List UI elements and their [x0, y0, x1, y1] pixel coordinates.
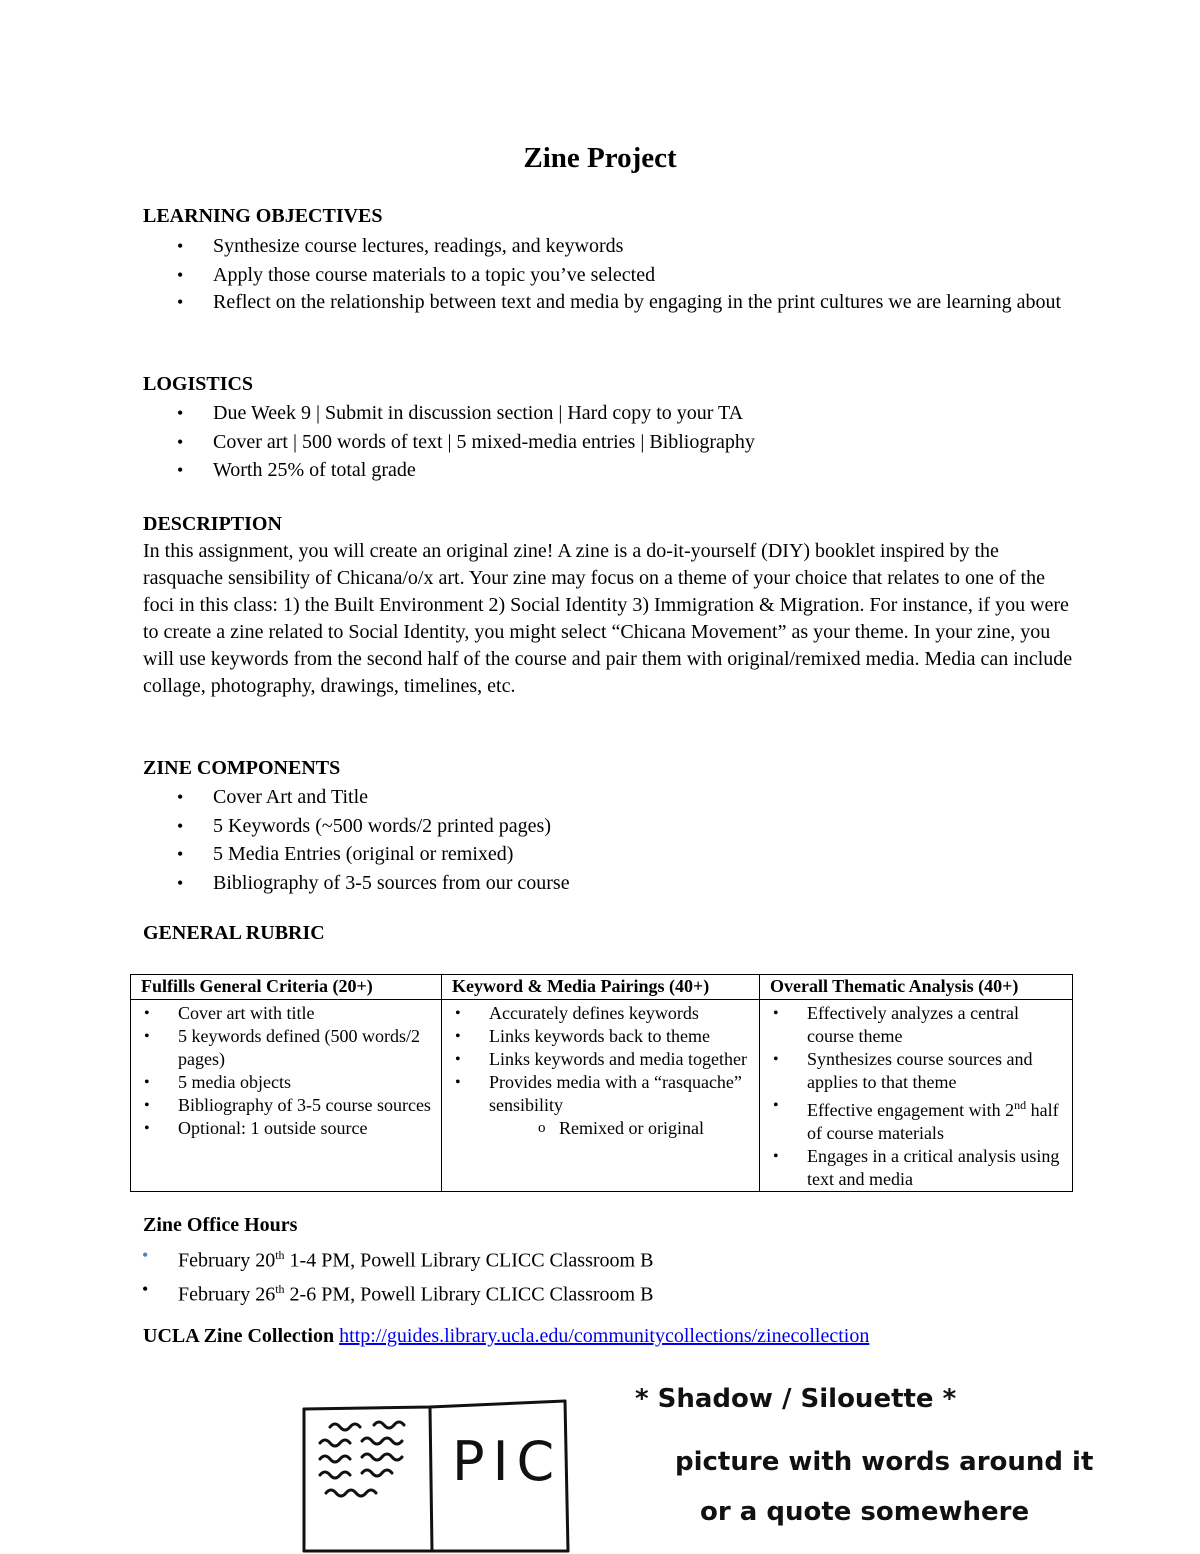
- rubric-item: • Links keywords back to theme: [442, 1025, 759, 1048]
- logistics-heading: LOGISTICS: [143, 373, 254, 395]
- description-paragraph: In this assignment, you will create an original zine! A zine is a do-it-yourself (DIY) booklet inspired by the rasquache sensibility of Chicana/o/x art. Your zine may focus on a theme of your choice that relates to one of the foci in this class: 1) the Built Environment 2) Social Identity 3) Immigration & Migration. For instance, if you were to create a zine related to Social Identity, you might select “Chicana Movement” as your theme. In your zine, you will use keywords from the second half of the course and pair them with original/remixed media. Media can include collage, photography, drawings, timelines, etc.: [143, 540, 1073, 697]
- rubric-item: • Bibliography of 3-5 course sources: [131, 1094, 441, 1117]
- office-hours-item: [108, 1241, 1008, 1275]
- scribble-text-icon: [326, 1490, 376, 1496]
- rubric-item: • Synthesizes course sources and applies to that theme: [760, 1048, 1072, 1094]
- note-line: or a quote somewhere: [700, 1497, 1030, 1527]
- list-item: • Worth 25% of total grade: [143, 456, 1073, 485]
- scribble-text-icon: [320, 1454, 402, 1462]
- rubric-item: • Cover art with title: [131, 1002, 441, 1025]
- scribble-text-icon: [330, 1422, 404, 1430]
- list-item: • Bibliography of 3-5 sources from our course: [143, 869, 1073, 898]
- ordinal-suffix: th: [275, 1248, 285, 1262]
- list-item: • 5 Media Entries (original or remixed): [143, 840, 1073, 869]
- scribble-text-icon: [320, 1470, 392, 1478]
- hand-drawn-sketch: [290, 1375, 1110, 1554]
- rubric-cell-thematic: [760, 1000, 1073, 1192]
- list-item: • Apply those course materials to a topic you’ve selected: [143, 261, 1073, 290]
- office-hours-date: February 20: [178, 1249, 276, 1272]
- sketch-frame-line: [430, 1407, 432, 1551]
- rubric-item: • 5 media objects: [131, 1071, 441, 1094]
- ordinal-suffix: th: [275, 1282, 285, 1297]
- rubric-item: • Accurately defines keywords: [442, 1002, 759, 1025]
- office-hours-details: 2-6 PM, Powell Library CLICC Classroom B: [284, 1283, 654, 1306]
- rubric-header-pairings: Keyword & Media Pairings (40+): [442, 975, 760, 1000]
- logistics-list: [143, 399, 1073, 485]
- office-hours-heading: Zine Office Hours: [143, 1214, 298, 1236]
- pic-label: PIC: [452, 1430, 563, 1493]
- list-item: • Due Week 9 | Submit in discussion section | Hard copy to your TA: [143, 399, 1073, 428]
- office-hours-list: [108, 1241, 1008, 1309]
- rubric-cell-general: [131, 1000, 442, 1192]
- components-list: [143, 783, 1073, 897]
- rubric-item: • Provides media with a “rasquache” sensibility: [442, 1071, 759, 1117]
- components-heading: ZINE COMPONENTS: [143, 757, 341, 779]
- rubric-heading: GENERAL RUBRIC: [143, 922, 325, 944]
- zine-collection-link[interactable]: http://guides.library.ucla.edu/communitycollections/zinecollection: [339, 1325, 870, 1347]
- description-heading: DESCRIPTION: [143, 513, 282, 535]
- rubric-table: [130, 974, 1073, 1192]
- sketch-frame-line: [565, 1401, 568, 1551]
- rubric-item: • Optional: 1 outside source: [131, 1117, 441, 1140]
- engagement-text: Effective engagement with 2: [807, 1100, 1015, 1120]
- rubric-item: • 5 keywords defined (500 words/2 pages): [131, 1025, 441, 1071]
- learning-objectives-list: [143, 232, 1073, 316]
- list-item: • Synthesize course lectures, readings, and keywords: [143, 232, 1073, 261]
- ordinal-suffix: nd: [1014, 1098, 1027, 1112]
- rubric-header-general: Fulfills General Criteria (20+): [131, 975, 442, 1000]
- rubric-item: [760, 1094, 1072, 1145]
- list-item: • Reflect on the relationship between text and media by engaging in the print cultures we are learning about: [143, 289, 1073, 316]
- scribble-text-icon: [320, 1438, 402, 1446]
- rubric-subitem: o Remixed or original: [442, 1117, 759, 1140]
- rubric-item: • Links keywords and media together: [442, 1048, 759, 1071]
- page-title: Zine Project: [523, 142, 677, 174]
- office-hours-details: 1-4 PM, Powell Library CLICC Classroom B: [284, 1249, 654, 1272]
- rubric-header-thematic: Overall Thematic Analysis (40+): [760, 975, 1073, 1000]
- zine-collection-label: UCLA Zine Collection: [143, 1325, 335, 1347]
- office-hours-item: [108, 1275, 1008, 1309]
- learning-objectives-heading: LEARNING OBJECTIVES: [143, 205, 383, 227]
- office-hours-date: February 26: [178, 1283, 276, 1306]
- list-item: • 5 Keywords (~500 words/2 printed pages): [143, 812, 1073, 841]
- note-line: picture with words around it: [675, 1447, 1094, 1477]
- list-item: • Cover Art and Title: [143, 783, 1073, 812]
- note-title: * Shadow / Silouette *: [635, 1384, 957, 1414]
- zine-collection-line: [143, 1325, 869, 1348]
- list-item: • Cover art | 500 words of text | 5 mixed-media entries | Bibliography: [143, 428, 1073, 457]
- rubric-item: • Engages in a critical analysis using text and media: [760, 1145, 1072, 1191]
- engagement-text-rest: half of course materials: [807, 1100, 1059, 1143]
- rubric-cell-pairings: [442, 1000, 760, 1192]
- sketch-frame-line: [304, 1401, 565, 1409]
- rubric-item: • Effectively analyzes a central course theme: [760, 1002, 1072, 1048]
